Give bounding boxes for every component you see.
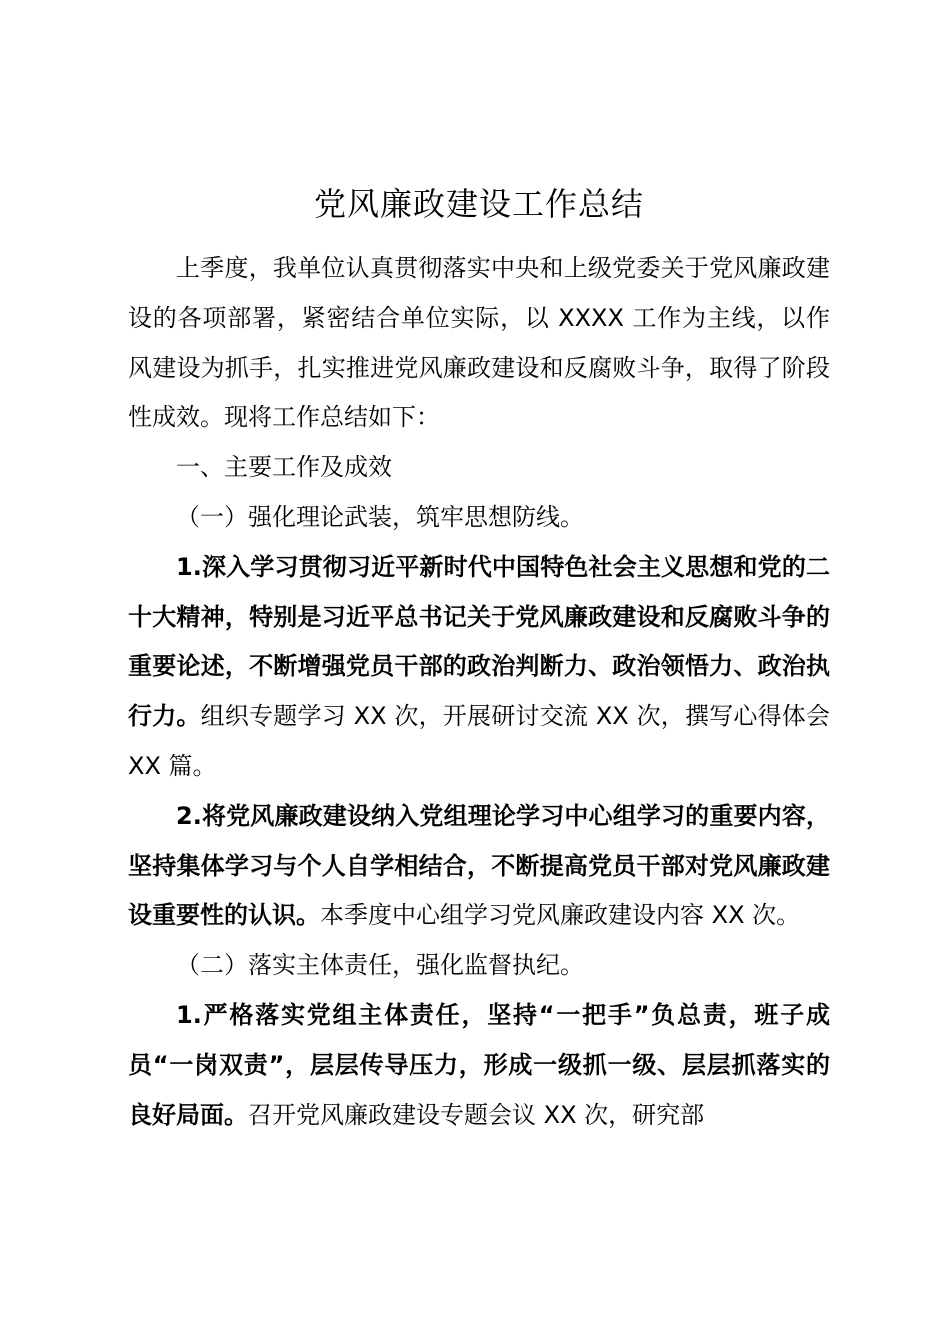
item-2-1-text: 召开党风廉政建设专题会议 XX 次，研究部	[248, 1100, 705, 1129]
subsection-heading-theory: （一）强化理论武装，筑牢思想防线。	[176, 502, 584, 531]
document-page	[128, 176, 830, 1140]
item-1-2-text: 本季度中心组学习党风廉政建设内容 XX 次。	[320, 901, 801, 930]
item-1-1-bold-text: 1.深入学习贯彻习近平新时代中国特色社会主义思想和党的二十大精神，特别是习近平总书记关于党风廉政建设和反腐败斗争的重要论述，不断增强党员干部的政治判断力、政治领悟力、政治执行力。	[128, 552, 830, 731]
item-2-1-bold-text: 1.严格落实党组主体责任，坚持“一把手”负总责，班子成员“一岗双责”，层层传导压力，形成一级抓一级、层层抓落实的良好局面。	[128, 1000, 830, 1129]
subsection-heading-responsibility: （二）落实主体责任，强化监督执纪。	[176, 951, 584, 980]
item-1-1-text: 组织专题学习 XX 次，开展研讨交流 XX 次，撰写心得体会 XX 篇。	[128, 702, 831, 780]
paragraph-item-1-2	[128, 792, 830, 941]
paragraph-item-1-1	[128, 543, 830, 792]
intro-paragraph: 上季度，我单位认真贯彻落实中央和上级党委关于党风廉政建设的各项部署，紧密结合单位实际，以 XXXX 工作为主线，以作风建设为抓手，扎实推进党风廉政建设和反腐败斗争，取得了阶段性成效。现将工作总结如下：	[128, 254, 830, 432]
paragraph-item-2-1	[128, 991, 830, 1140]
document-title: 党风廉政建设工作总结	[313, 185, 644, 223]
item-1-2-bold-text: 2.将党风廉政建设纳入党组理论学习中心组学习的重要内容，坚持集体学习与个人自学相结合，不断提高党员干部对党风廉政建设重要性的认识。	[128, 801, 830, 930]
section-heading-main-work: 一、主要工作及成效	[176, 453, 392, 482]
